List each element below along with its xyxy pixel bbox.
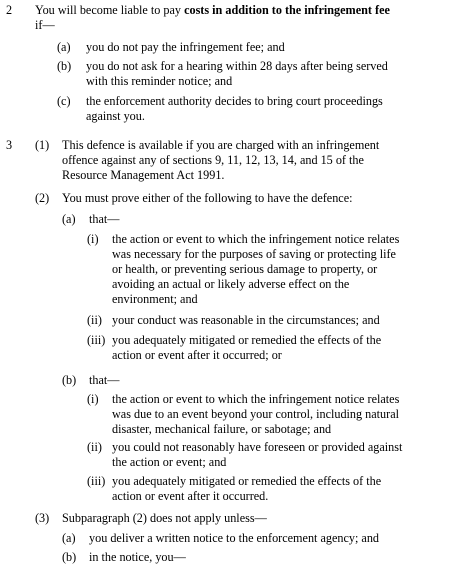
intro-text: You will become liable to pay: [35, 3, 185, 17]
item-text: with this reminder notice; and: [86, 74, 233, 88]
item-text: you do not pay the infringement fee; and: [86, 40, 285, 54]
subitem-text: was necessary for the purposes of saving or protecting life: [112, 247, 396, 261]
intro-end: if—: [35, 18, 55, 32]
subitem-text: your conduct was reasonable in the circumstances; and: [112, 313, 380, 327]
subitem-text: or health, or preventing serious damage to property, or: [112, 262, 378, 276]
sub-label: (2): [35, 191, 50, 205]
item-label: (a): [62, 531, 76, 545]
sub-text: offence against any of sections 9, 11, 12, 13, 14, and 15 of the: [62, 153, 364, 167]
item-text: the enforcement authority decides to bring court proceedings: [86, 94, 383, 108]
item-text: you deliver a written notice to the enforcement agency; and: [89, 531, 380, 545]
subitem-label: (i): [87, 232, 99, 246]
subitem-text: the action or event to which the infringement notice relates: [112, 392, 400, 406]
item-text: that—: [89, 373, 120, 387]
item-label: (c): [57, 94, 71, 108]
subitem-text: you adequately mitigated or remedied the effects of the: [112, 333, 382, 347]
item-label: (a): [62, 212, 76, 226]
sub-text: Subparagraph (2) does not apply unless—: [62, 511, 267, 525]
item-text: that—: [89, 212, 120, 226]
item-label: (a): [57, 40, 71, 54]
subitem-label: (iii): [87, 333, 106, 347]
subitem-label: (i): [87, 392, 99, 406]
subitem-text: avoiding an actual or likely adverse effect on the: [112, 277, 350, 291]
sub-label: (1): [35, 138, 50, 152]
sub-label: (3): [35, 511, 50, 525]
subitem-text: the action or event to which the infringement notice relates: [112, 232, 400, 246]
sub-text: Resource Management Act 1991.: [62, 168, 225, 182]
subitem-text: disaster, mechanical failure, or sabotage; and: [112, 422, 332, 436]
subitem-text: was due to an event beyond your control, including natural: [112, 407, 400, 421]
item-text: against you.: [86, 109, 145, 123]
item-label: (b): [62, 550, 77, 564]
item-label: (b): [62, 373, 77, 387]
intro-bold-text: costs in addition to the infringement fee: [184, 3, 390, 17]
paragraph-intro: [35, 3, 390, 18]
subitem-text: action or event after it occurred.: [112, 489, 269, 503]
sub-text: You must prove either of the following to have the defence:: [62, 191, 353, 205]
paragraph-number: 2: [6, 3, 13, 17]
sub-text: This defence is available if you are charged with an infringement: [62, 138, 380, 152]
subitem-text: environment; and: [112, 292, 198, 306]
subitem-text: action or event after it occurred; or: [112, 348, 282, 362]
subitem-label: (ii): [87, 440, 102, 454]
item-label: (b): [57, 59, 72, 73]
item-text: you do not ask for a hearing within 28 days after being served: [86, 59, 388, 73]
item-text: in the notice, you—: [89, 550, 186, 564]
subitem-label: (ii): [87, 313, 102, 327]
paragraph-number: 3: [6, 138, 13, 152]
subitem-label: (iii): [87, 474, 106, 488]
subitem-text: the action or event; and: [112, 455, 227, 469]
subitem-text: you could not reasonably have foreseen or provided against: [112, 440, 403, 454]
subitem-text: you adequately mitigated or remedied the effects of the: [112, 474, 382, 488]
